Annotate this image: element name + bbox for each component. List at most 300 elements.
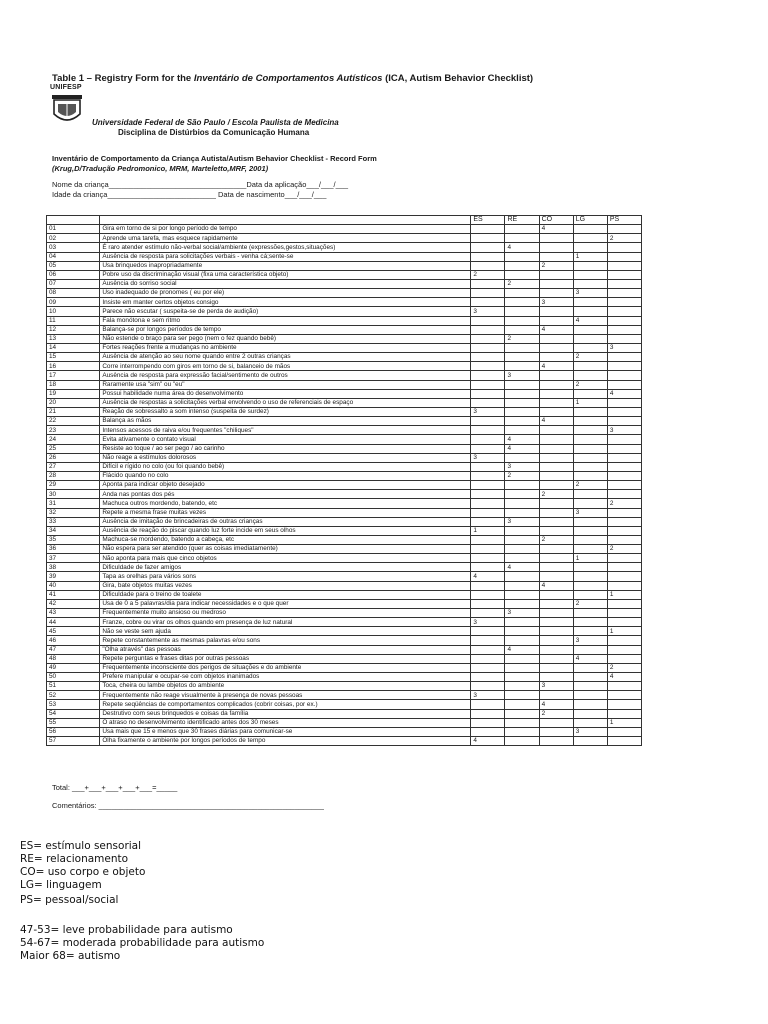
score-cell-es	[471, 261, 505, 270]
score-cell-es	[471, 627, 505, 636]
score-cell-es	[471, 481, 505, 490]
item-description: Anda nas pontas dos pés	[100, 490, 471, 499]
score-cell-ps	[607, 316, 641, 325]
item-number: 28	[47, 471, 100, 480]
score-cell-lg: 3	[573, 727, 607, 736]
discipline-name: Disciplina de Distúrbios da Comunicação Humana	[118, 128, 310, 137]
comments-line: Comentários: ______________________________________________________	[52, 801, 324, 810]
score-cell-lg	[573, 371, 607, 380]
score-cell-lg	[573, 270, 607, 279]
table-row	[47, 279, 642, 288]
item-description: Ausência de resposta para expressão facial/sentimento de outros	[100, 371, 471, 380]
score-cell-lg	[573, 718, 607, 727]
table-row	[47, 700, 642, 709]
score-cell-co	[539, 691, 573, 700]
table-row	[47, 462, 642, 471]
score-cell-es	[471, 371, 505, 380]
score-cell-ps	[607, 380, 641, 389]
score-cell-lg	[573, 435, 607, 444]
score-cell-ps	[607, 353, 641, 362]
item-number: 01	[47, 225, 100, 234]
header-cell-item	[100, 216, 471, 225]
score-cell-re	[505, 316, 539, 325]
table-row	[47, 380, 642, 389]
score-cell-es	[471, 279, 505, 288]
item-description: Balança as mãos	[100, 417, 471, 426]
table-row	[47, 444, 642, 453]
item-number: 23	[47, 426, 100, 435]
item-description: Repete constantemente as mesmas palavras e/ou sons	[100, 636, 471, 645]
table-row	[47, 490, 642, 499]
score-cell-lg	[573, 389, 607, 398]
table-row	[47, 398, 642, 407]
item-number: 43	[47, 609, 100, 618]
score-cell-re	[505, 407, 539, 416]
table-row	[47, 225, 642, 234]
score-cell-lg: 2	[573, 481, 607, 490]
score-cell-co	[539, 636, 573, 645]
item-number: 19	[47, 389, 100, 398]
item-number: 09	[47, 298, 100, 307]
score-cell-re	[505, 380, 539, 389]
score-cell-re	[505, 298, 539, 307]
header-cell-re: RE	[505, 216, 539, 225]
score-cell-es: 3	[471, 618, 505, 627]
score-cell-ps	[607, 307, 641, 316]
score-cell-es	[471, 517, 505, 526]
item-description: Machuca outros mordendo, batendo, etc	[100, 499, 471, 508]
score-cell-ps: 1	[607, 627, 641, 636]
score-cell-co	[539, 343, 573, 352]
score-cell-re	[505, 225, 539, 234]
score-cell-es	[471, 417, 505, 426]
item-number: 41	[47, 590, 100, 599]
score-cell-lg: 1	[573, 554, 607, 563]
score-cell-lg	[573, 453, 607, 462]
score-cell-ps	[607, 407, 641, 416]
score-cell-re: 3	[505, 609, 539, 618]
score-cell-ps	[607, 554, 641, 563]
table-row	[47, 636, 642, 645]
score-cell-ps	[607, 700, 641, 709]
score-cell-lg	[573, 535, 607, 544]
score-cell-es	[471, 462, 505, 471]
score-cell-es	[471, 727, 505, 736]
item-number: 46	[47, 636, 100, 645]
legend-es: ES= estímulo sensorial	[20, 840, 142, 852]
score-cell-co: 3	[539, 682, 573, 691]
item-description: Repete perguntas e frases ditas por outras pessoas	[100, 654, 471, 663]
table-row	[47, 663, 642, 672]
score-cell-co: 4	[539, 581, 573, 590]
item-description: Usa de 0 a 5 palavras/dia para indicar necessidades e o que quer	[100, 599, 471, 608]
score-cell-co	[539, 481, 573, 490]
item-description: Aponta para indicar objeto desejado	[100, 481, 471, 490]
score-cell-re: 4	[505, 444, 539, 453]
item-description: Machuca-se mordendo, batendo a cabeça, etc	[100, 535, 471, 544]
score-cell-es: 3	[471, 307, 505, 316]
score-cell-re	[505, 499, 539, 508]
table-row	[47, 389, 642, 398]
score-cell-lg	[573, 426, 607, 435]
score-cell-es	[471, 682, 505, 691]
score-cell-es	[471, 508, 505, 517]
score-cell-es	[471, 490, 505, 499]
score-cell-ps: 3	[607, 426, 641, 435]
item-number: 24	[47, 435, 100, 444]
score-cell-re	[505, 636, 539, 645]
score-cell-lg	[573, 627, 607, 636]
item-description: Difícil e rígido no colo (ou foi quando bebê)	[100, 462, 471, 471]
score-cell-lg	[573, 261, 607, 270]
score-cell-co	[539, 435, 573, 444]
unifesp-seal-logo	[50, 86, 86, 126]
item-description: Balança-se por longos períodos de tempo	[100, 325, 471, 334]
item-description: Toca, cheira ou lambe objetos do ambiente	[100, 682, 471, 691]
table-row	[47, 499, 642, 508]
score-cell-re	[505, 737, 539, 746]
table-row	[47, 325, 642, 334]
score-cell-ps	[607, 270, 641, 279]
score-cell-re: 2	[505, 334, 539, 343]
item-number: 12	[47, 325, 100, 334]
score-cell-es	[471, 316, 505, 325]
score-cell-ps	[607, 645, 641, 654]
score-cell-co: 4	[539, 700, 573, 709]
score-cell-ps	[607, 279, 641, 288]
score-cell-es	[471, 325, 505, 334]
score-cell-lg	[573, 700, 607, 709]
table-row	[47, 343, 642, 352]
score-cell-lg	[573, 526, 607, 535]
score-cell-co	[539, 599, 573, 608]
score-cell-ps	[607, 517, 641, 526]
score-cell-lg	[573, 343, 607, 352]
table-row	[47, 581, 642, 590]
score-cell-lg	[573, 490, 607, 499]
score-cell-lg	[573, 691, 607, 700]
item-number: 03	[47, 243, 100, 252]
table-row	[47, 673, 642, 682]
score-cell-re	[505, 353, 539, 362]
score-cell-lg: 3	[573, 636, 607, 645]
score-cell-lg	[573, 234, 607, 243]
score-cell-co: 2	[539, 535, 573, 544]
table-row	[47, 609, 642, 618]
score-cell-co	[539, 563, 573, 572]
title-prefix: Table 1 – Registry Form for the	[52, 73, 194, 84]
item-description: Ausência de reação do piscar quando luz forte incide em seus olhos	[100, 526, 471, 535]
score-cell-co	[539, 289, 573, 298]
score-cell-lg: 4	[573, 654, 607, 663]
score-cell-co: 4	[539, 325, 573, 334]
table-row	[47, 590, 642, 599]
score-cell-re	[505, 691, 539, 700]
score-cell-es: 3	[471, 691, 505, 700]
score-range-autism: Maior 68= autismo	[20, 950, 121, 962]
score-cell-re: 4	[505, 243, 539, 252]
item-description: Uso inadequado de pronomes ( eu por ele)	[100, 289, 471, 298]
score-cell-es: 1	[471, 526, 505, 535]
table-row	[47, 298, 642, 307]
score-cell-re	[505, 526, 539, 535]
score-cell-re	[505, 572, 539, 581]
item-number: 16	[47, 362, 100, 371]
item-number: 30	[47, 490, 100, 499]
item-description: Evita ativamente o contato visual	[100, 435, 471, 444]
table-row	[47, 645, 642, 654]
score-cell-co	[539, 663, 573, 672]
score-cell-es	[471, 718, 505, 727]
score-cell-es	[471, 444, 505, 453]
item-number: 49	[47, 663, 100, 672]
score-cell-re: 3	[505, 371, 539, 380]
item-number: 32	[47, 508, 100, 517]
score-cell-ps	[607, 371, 641, 380]
item-number: 35	[47, 535, 100, 544]
score-cell-re	[505, 453, 539, 462]
score-cell-co	[539, 718, 573, 727]
score-cell-lg	[573, 307, 607, 316]
score-cell-lg	[573, 334, 607, 343]
score-cell-lg	[573, 462, 607, 471]
table-row	[47, 599, 642, 608]
table-row	[47, 563, 642, 572]
table-row	[47, 353, 642, 362]
score-cell-co: 2	[539, 261, 573, 270]
item-description: Aprende uma tarefa, mas esquece rapidamente	[100, 234, 471, 243]
item-description: Olha fixamente o ambiente por longos períodos de tempo	[100, 737, 471, 746]
score-cell-re	[505, 590, 539, 599]
score-cell-co	[539, 618, 573, 627]
table-row	[47, 545, 642, 554]
score-cell-es	[471, 389, 505, 398]
item-number: 22	[47, 417, 100, 426]
score-cell-es: 3	[471, 407, 505, 416]
item-number: 08	[47, 289, 100, 298]
score-cell-re: 4	[505, 435, 539, 444]
registry-table	[46, 215, 642, 746]
score-cell-es	[471, 590, 505, 599]
score-cell-re	[505, 270, 539, 279]
score-cell-lg: 2	[573, 599, 607, 608]
score-cell-ps: 1	[607, 718, 641, 727]
title-suffix: (ICA, Autism Behavior Checklist)	[382, 73, 534, 84]
item-description: Gira em torno de si por longo período de tempo	[100, 225, 471, 234]
table-row	[47, 234, 642, 243]
item-number: 04	[47, 252, 100, 261]
item-description: Usa brinquedos inapropriadamente	[100, 261, 471, 270]
score-cell-re	[505, 709, 539, 718]
score-cell-lg	[573, 563, 607, 572]
score-cell-es	[471, 709, 505, 718]
item-number: 26	[47, 453, 100, 462]
score-cell-re	[505, 581, 539, 590]
score-cell-ps	[607, 252, 641, 261]
item-number: 57	[47, 737, 100, 746]
item-description: Não se veste sem ajuda	[100, 627, 471, 636]
table-title	[52, 73, 533, 84]
score-cell-co	[539, 380, 573, 389]
score-cell-es: 3	[471, 453, 505, 462]
score-cell-es	[471, 636, 505, 645]
table-row	[47, 691, 642, 700]
score-cell-lg: 3	[573, 508, 607, 517]
score-cell-ps: 4	[607, 673, 641, 682]
item-number: 14	[47, 343, 100, 352]
item-description: Tapa as orelhas para vários sons	[100, 572, 471, 581]
score-cell-re	[505, 663, 539, 672]
score-cell-lg	[573, 618, 607, 627]
score-cell-ps	[607, 398, 641, 407]
score-cell-lg	[573, 279, 607, 288]
item-description: Dificuldade de fazer amigos	[100, 563, 471, 572]
score-cell-ps	[607, 572, 641, 581]
item-description: Repete seqüências de comportamentos complicados (cobrir coisas, por ex.)	[100, 700, 471, 709]
score-cell-lg: 4	[573, 316, 607, 325]
score-cell-es: 2	[471, 270, 505, 279]
score-cell-es	[471, 645, 505, 654]
score-cell-es	[471, 252, 505, 261]
item-number: 37	[47, 554, 100, 563]
item-description: Usa mais que 15 e menos que 30 frases diárias para comunicar-se	[100, 727, 471, 736]
score-cell-re	[505, 654, 539, 663]
score-cell-ps	[607, 581, 641, 590]
header-cell-es: ES	[471, 216, 505, 225]
table-row	[47, 727, 642, 736]
score-cell-re: 2	[505, 471, 539, 480]
score-cell-lg	[573, 590, 607, 599]
item-number: 45	[47, 627, 100, 636]
score-cell-co	[539, 389, 573, 398]
score-cell-re	[505, 508, 539, 517]
item-number: 34	[47, 526, 100, 535]
item-description: Corre interrompendo com giros em torno de si, balanceio de mãos	[100, 362, 471, 371]
score-cell-re	[505, 490, 539, 499]
score-cell-re	[505, 700, 539, 709]
legend-co: CO= uso corpo e objeto	[20, 866, 146, 878]
table-row	[47, 618, 642, 627]
score-range-moderate: 54-67= moderada probabilidade para autismo	[20, 937, 265, 949]
score-cell-re	[505, 545, 539, 554]
item-description: Parece não escutar ( suspeita-se de perda de audição)	[100, 307, 471, 316]
score-cell-lg: 1	[573, 252, 607, 261]
item-description: Não espera para ser atendido (quer as coisas imediatamente)	[100, 545, 471, 554]
score-cell-co: 4	[539, 362, 573, 371]
table-row	[47, 554, 642, 563]
score-cell-lg	[573, 444, 607, 453]
score-range-mild: 47-53= leve probabilidade para autismo	[20, 924, 233, 936]
item-number: 39	[47, 572, 100, 581]
table-row	[47, 718, 642, 727]
score-cell-co: 3	[539, 298, 573, 307]
score-cell-es	[471, 700, 505, 709]
score-cell-co: 4	[539, 225, 573, 234]
table-row	[47, 517, 642, 526]
score-cell-co	[539, 471, 573, 480]
score-cell-ps	[607, 334, 641, 343]
table-row	[47, 453, 642, 462]
form-title: Inventário de Comportamento da Criança Autista/Autism Behavior Checklist - Record Form	[52, 154, 377, 163]
score-cell-ps	[607, 691, 641, 700]
score-cell-co	[539, 426, 573, 435]
score-cell-re	[505, 325, 539, 334]
item-number: 13	[47, 334, 100, 343]
score-cell-lg	[573, 417, 607, 426]
score-cell-es	[471, 609, 505, 618]
item-description: Ausência de respostas a solicitações verbal envolvendo o uso de referenciais de espaço	[100, 398, 471, 407]
score-cell-co	[539, 234, 573, 243]
score-cell-co	[539, 371, 573, 380]
score-cell-ps	[607, 709, 641, 718]
score-cell-lg	[573, 471, 607, 480]
header-cell-lg: LG	[573, 216, 607, 225]
table-row	[47, 417, 642, 426]
item-description: Frequentemente não reage visualmente à presença de novas pessoas	[100, 691, 471, 700]
score-cell-co	[539, 462, 573, 471]
score-cell-co	[539, 526, 573, 535]
score-cell-es	[471, 334, 505, 343]
score-cell-co	[539, 252, 573, 261]
score-cell-lg	[573, 663, 607, 672]
score-cell-ps: 3	[607, 343, 641, 352]
score-cell-ps: 2	[607, 545, 641, 554]
score-cell-lg	[573, 737, 607, 746]
score-cell-es	[471, 380, 505, 389]
score-cell-lg: 2	[573, 353, 607, 362]
score-cell-co: 4	[539, 417, 573, 426]
score-cell-ps	[607, 435, 641, 444]
item-description: Fala monótona e sem ritmo	[100, 316, 471, 325]
total-line: Total: ___+___+___+___+___=_____	[52, 783, 178, 792]
header-cell-number	[47, 216, 100, 225]
score-cell-re: 3	[505, 462, 539, 471]
item-number: 53	[47, 700, 100, 709]
score-cell-es	[471, 243, 505, 252]
item-number: 54	[47, 709, 100, 718]
item-description: Fortes reações frente a mudanças no ambiente	[100, 343, 471, 352]
item-number: 10	[47, 307, 100, 316]
score-cell-co	[539, 270, 573, 279]
score-cell-ps	[607, 298, 641, 307]
table-row	[47, 737, 642, 746]
score-cell-ps	[607, 737, 641, 746]
score-cell-re	[505, 599, 539, 608]
item-description: Ausência do sorriso social	[100, 279, 471, 288]
score-cell-lg	[573, 673, 607, 682]
table-row	[47, 243, 642, 252]
score-cell-co	[539, 243, 573, 252]
score-cell-lg	[573, 325, 607, 334]
table-row	[47, 654, 642, 663]
item-number: 18	[47, 380, 100, 389]
item-description: Não estende o braço para ser pego (nem o fez quando bebê)	[100, 334, 471, 343]
score-cell-ps	[607, 599, 641, 608]
score-cell-ps	[607, 444, 641, 453]
item-description: Não reage a estímulos dolorosos	[100, 453, 471, 462]
score-cell-co	[539, 673, 573, 682]
table-row	[47, 334, 642, 343]
item-description: Pobre uso da discriminação visual (fixa uma característica objeto)	[100, 270, 471, 279]
item-number: 17	[47, 371, 100, 380]
score-cell-re	[505, 718, 539, 727]
item-number: 40	[47, 581, 100, 590]
score-cell-co	[539, 517, 573, 526]
form-subtitle: (Krug,D/Tradução Pedromonico, MRM, Marteletto,MRF, 2001)	[52, 164, 269, 173]
score-cell-co	[539, 407, 573, 416]
item-description: Dificuldade para o treino de toalete	[100, 590, 471, 599]
header-cell-ps: PS	[607, 216, 641, 225]
